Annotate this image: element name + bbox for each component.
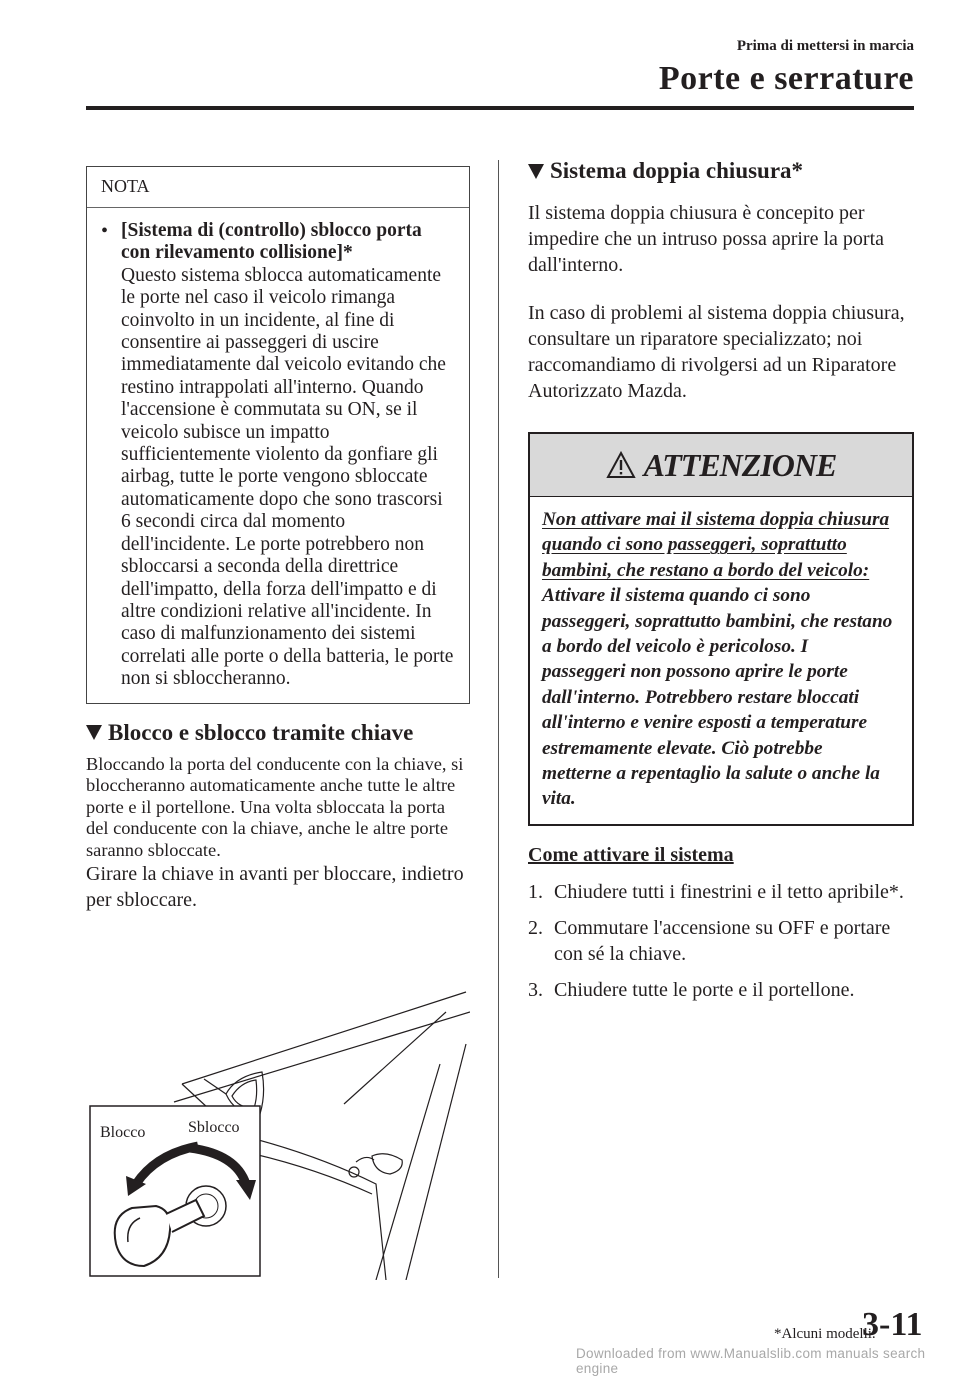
left-column <box>86 166 470 913</box>
howto-step <box>528 879 914 905</box>
figure-label-lock: Blocco <box>100 1124 146 1141</box>
step-number: 2. <box>528 916 543 939</box>
key-section-heading-text: Blocco e sblocco tramite chiave <box>108 719 414 745</box>
watermark: Downloaded from www.Manualslib.com manuals search engine <box>576 1346 926 1376</box>
section-triangle-icon <box>86 725 102 740</box>
double-lock-heading-text: Sistema doppia chiusura* <box>550 158 804 183</box>
car-door-key-icon <box>86 984 470 1280</box>
note-box <box>86 166 470 704</box>
warning-box <box>528 432 914 826</box>
note-text <box>121 220 455 691</box>
howto-step <box>528 915 914 967</box>
running-header-section: Prima di mettersi in marcia <box>736 38 914 54</box>
header-rule <box>86 106 914 110</box>
double-lock-heading <box>528 158 914 184</box>
warning-title: ATTENZIONE <box>643 446 837 483</box>
key-section-heading <box>86 720 470 746</box>
warning-text: Attivare il sistema quando ci sono passeggeri, soprattutto bambini, che restano a bordo del veicolo è pericoloso. I passeggeri non possono aprire le porte dall'interno. Potrebbero restare bloccati all'interno e venire esposti a temperature estremamente elevate. Ciò potrebbe metterne a repentaglio la salute o anche la vita. <box>542 585 893 810</box>
double-lock-para1: Il sistema doppia chiusura è concepito per impedire che un intruso possa aprire la porta dall'interno. <box>528 202 884 276</box>
warning-body <box>530 497 912 824</box>
right-column <box>528 158 914 1013</box>
note-description: Questo sistema sblocca automaticamente le porte nel caso il veicolo rimanga coinvolto in un incidente, al fine di consentire ai passeggeri di uscire immediatamente dal veicolo evitando che restino intrappolati all'interno. Quando l'accensione è commutata su ON, se il veicolo subisce un impatto sufficientemente violento da gonfiare gli airbag, tutte le porte vengono sbloccate automaticamente dopo che sono trascorsi 6 secondi circa dal momento dell'incidente. Le porte potrebbero non sbloccarsi a seconda della direttrice dell'impatto, della forza dell'impatto e di altre condizioni relative all'incidente. In caso di malfunzionamento dei sistemi correlati alle porte o della batteria, le porte non si sbloccheranno. <box>121 264 454 690</box>
step-text: Chiudere tutte le porte e il portellone. <box>554 978 855 1001</box>
note-bullet: • <box>101 220 109 242</box>
step-text: Commutare l'accensione su OFF e portare con sé la chiave. <box>554 916 891 965</box>
warning-header <box>530 434 912 497</box>
warning-underlined-text: Non attivare mai il sistema doppia chiusura quando ci sono passeggeri, soprattutto bambini, che restano a bordo del veicolo: <box>542 509 890 581</box>
section-triangle-icon <box>528 164 544 179</box>
page-title: Porte e serrature <box>658 60 914 97</box>
howto-step <box>528 977 914 1003</box>
figure-label-unlock: Sblocco <box>188 1119 240 1136</box>
warning-triangle-icon <box>606 451 636 479</box>
footnote: *Alcuni modelli. <box>774 1326 876 1342</box>
note-bold-title: [Sistema di (controllo) sblocco porta con rilevamento collisione]* <box>121 220 422 264</box>
key-section-para2: Girare la chiave in avanti per bloccare, indietro per sbloccare. <box>86 863 464 912</box>
page-number: 3-11 <box>862 1306 923 1343</box>
step-number: 3. <box>528 978 543 1001</box>
key-lock-illustration <box>86 984 470 1280</box>
note-body <box>87 208 469 703</box>
column-divider <box>498 160 499 1278</box>
note-heading: NOTA <box>87 167 469 208</box>
howto-heading: Come attivare il sistema <box>528 843 734 866</box>
step-number: 1. <box>528 880 543 903</box>
key-section-para1: Bloccando la porta del conducente con la chiave, si bloccheranno automaticamente anche tutte le altre porte e il portellone. Una volta sbloccata la porta del conducente con la chiave, anche le altre porte saranno sbloccate. <box>86 753 464 860</box>
step-text: Chiudere tutti i finestrini e il tetto apribile*. <box>554 880 904 903</box>
double-lock-para2: In caso di problemi al sistema doppia chiusura, consultare un riparatore specializzato; noi raccomandiamo di rivolgersi ad un Riparatore Autorizzato Mazda. <box>528 302 905 402</box>
